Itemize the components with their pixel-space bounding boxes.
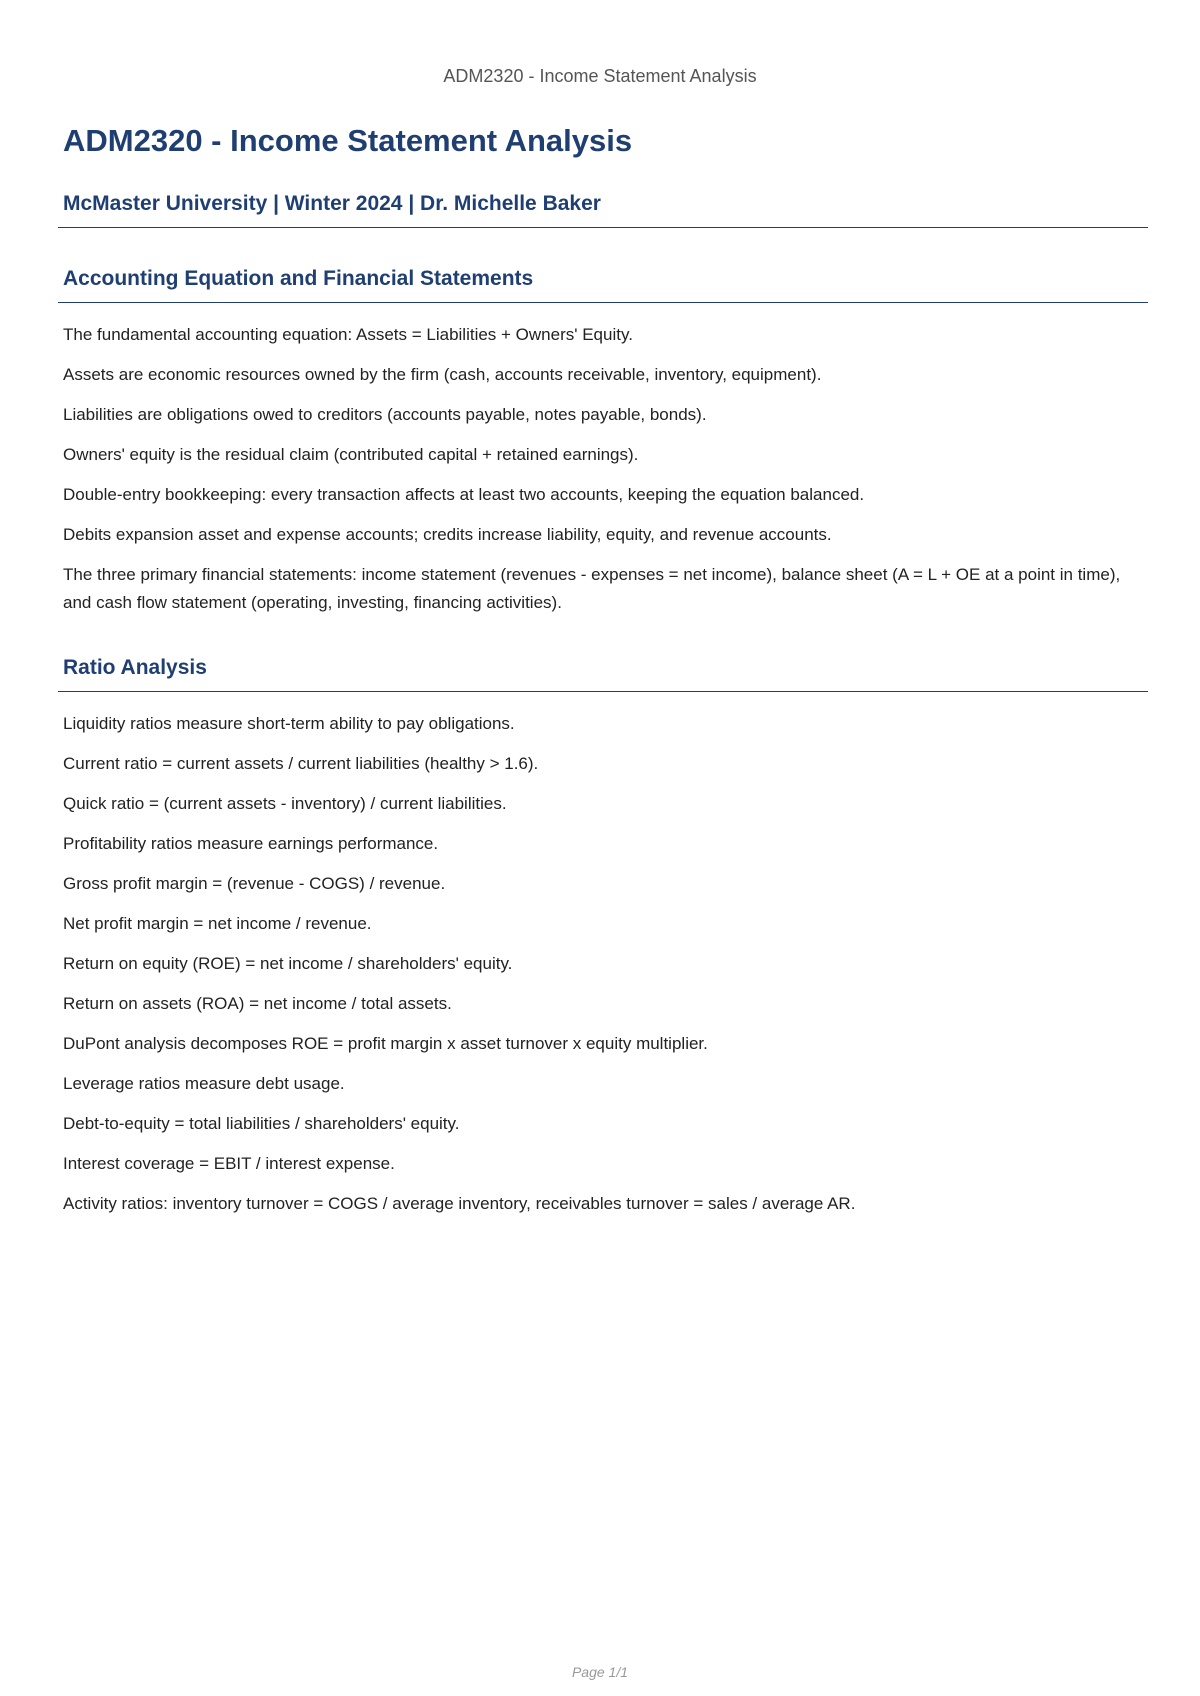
paragraph: The three primary financial statements: income statement (revenues - expenses = net income), balance sheet (A = L + OE at a point in time), and cash flow statement (operating, investing, financing activities).: [63, 565, 1121, 613]
section-body: [58, 710, 1148, 1218]
paragraph: Profitability ratios measure earnings performance.: [63, 834, 439, 854]
paragraph: The fundamental accounting equation: Assets = Liabilities + Owners' Equity.: [63, 325, 633, 345]
paragraph: DuPont analysis decomposes ROE = profit margin x asset turnover x equity multiplier.: [63, 1034, 708, 1054]
document-body: [58, 122, 1148, 1230]
section-heading: Accounting Equation and Financial Statements: [58, 267, 1148, 303]
section-body: [58, 321, 1148, 617]
section-heading: Ratio Analysis: [58, 656, 1148, 692]
running-header: ADM2320 - Income Statement Analysis: [443, 66, 757, 86]
paragraph: Quick ratio = (current assets - inventory) / current liabilities.: [63, 794, 507, 814]
page-number: Page 1/1: [571, 1664, 629, 1680]
paragraph: Net profit margin = net income / revenue.: [63, 914, 372, 934]
paragraph: Return on assets (ROA) = net income / total assets.: [63, 994, 452, 1014]
paragraph: Debits expansion asset and expense accounts; credits increase liability, equity, and revenue accounts.: [63, 525, 832, 545]
paragraph: Liquidity ratios measure short-term ability to pay obligations.: [63, 714, 515, 734]
paragraph: Interest coverage = EBIT / interest expense.: [63, 1154, 395, 1174]
paragraph: Double-entry bookkeeping: every transaction affects at least two accounts, keeping the equation balanced.: [63, 485, 865, 505]
paragraph: Assets are economic resources owned by the firm (cash, accounts receivable, inventory, equipment).: [63, 365, 822, 385]
paragraph: Gross profit margin = (revenue - COGS) / revenue.: [63, 874, 446, 894]
section-ratio-analysis: [58, 656, 1148, 1218]
paragraph: Activity ratios: inventory turnover = COGS / average inventory, receivables turnover = sales / average AR.: [63, 1194, 856, 1214]
section-accounting-equation: [58, 267, 1148, 617]
paragraph: Liabilities are obligations owed to creditors (accounts payable, notes payable, bonds).: [63, 405, 707, 425]
paragraph: Leverage ratios measure debt usage.: [63, 1074, 345, 1094]
paragraph: Debt-to-equity = total liabilities / shareholders' equity.: [63, 1114, 460, 1134]
paragraph: Owners' equity is the residual claim (contributed capital + retained earnings).: [63, 445, 639, 465]
document-title: ADM2320 - Income Statement Analysis: [63, 123, 633, 158]
paragraph: Current ratio = current assets / current liabilities (healthy > 1.6).: [63, 754, 539, 774]
document-subtitle: McMaster University | Winter 2024 | Dr. Michelle Baker: [58, 192, 1148, 228]
paragraph: Return on equity (ROE) = net income / shareholders' equity.: [63, 954, 513, 974]
